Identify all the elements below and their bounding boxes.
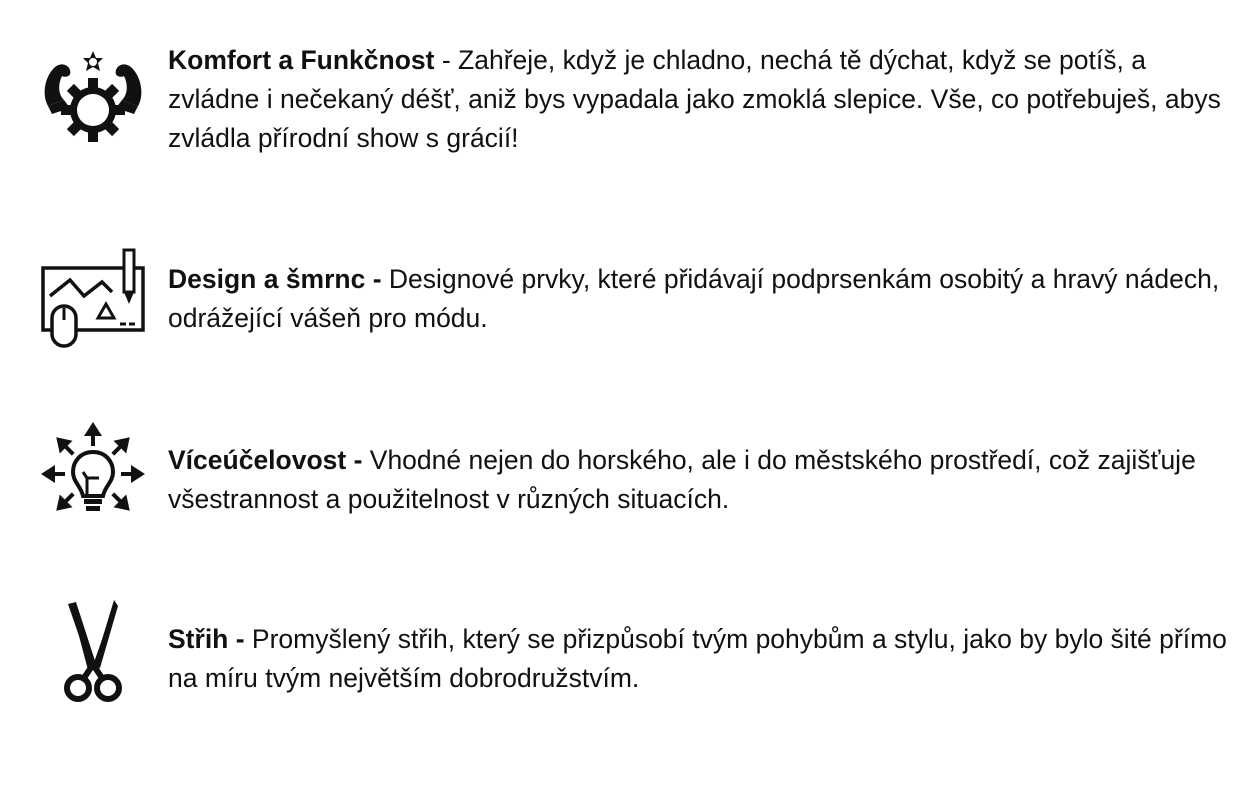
feature-title: Komfort a Funkčnost [168, 45, 435, 75]
feature-description: Promyšlený střih, který se přizpůsobí tvým pohybům a stylu, jako by bylo šité přímo na míru tvým největším dobrodružstvím. [168, 624, 1227, 693]
feature-title: Design a šmrnc - [168, 264, 382, 294]
feature-description: Designové prvky, které přidávají podprsenkám osobitý a hravý nádech, odrážející vášeň pro módu. [168, 264, 1220, 333]
feature-description: Vhodné nejen do horského, ale i do městského prostředí, což zajišťuje všestrannost a použitelnost v různých situacích. [168, 445, 1196, 514]
feature-title: Víceúčelovost - [168, 445, 363, 475]
feature-text [168, 260, 1238, 338]
feature-text [168, 41, 1238, 158]
feature-description: - Zahřeje, když je chladno, nechá tě dýchat, když se potíš, a zvládne i nečekaný déšť, aniž bys vypadala jako zmoklá slepice. Vše, co potřebuješ, abys zvládla přírodní show s grácií! [168, 45, 1221, 153]
lightbulb-arrows-icon [40, 420, 146, 526]
feature-title: Střih - [168, 624, 245, 654]
design-blueprint-icon [40, 246, 146, 352]
feature-text [168, 620, 1238, 698]
feature-text [168, 441, 1238, 519]
strong-gear-icon [40, 48, 146, 154]
scissors-icon [40, 598, 146, 704]
